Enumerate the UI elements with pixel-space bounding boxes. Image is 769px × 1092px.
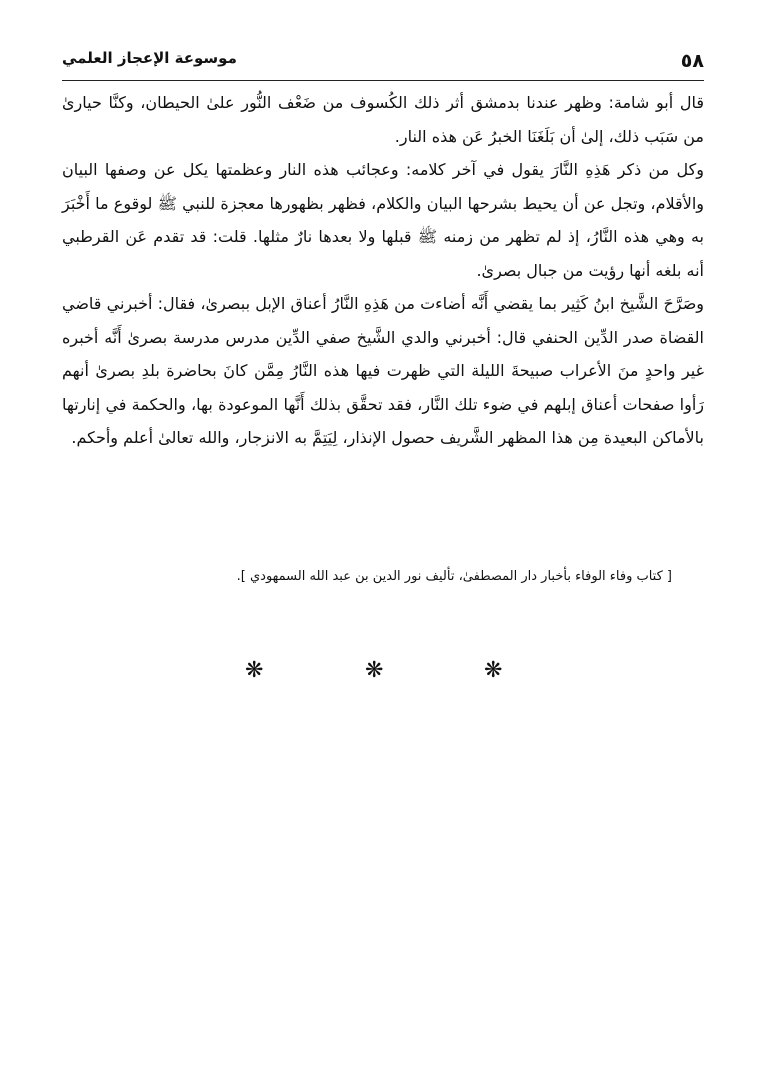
page-number: ٥٨ [680,50,704,72]
main-text [62,86,704,455]
paragraph-wonders-of-fire: وكل من ذكر هَذِهِ النَّارَ يقول في آخر كلامه: وعجائب هذه النار وعظمتها يكل عن وصفها البيان والأقلام، وتجل عن أن يحيط بشرحها البيان والكلام، فظهر بظهورها معجزة للنبي ﷺ لوقوع ما أَخْبَرَ به وهي هذه النَّارُ، إذ لم تظهر من زمنه ﷺ قبلها ولا بعدها نارٌ مثلها. قلت: قد تقدم عَن القرطبي أنه بلغه أنها رؤيت من جبال بصرىٰ. [62,160,704,280]
page-header [62,44,704,78]
ornament-asterisk: ❋ [245,658,264,683]
paragraph-abu-shama: قال أبو شامة: وظهر عندنا بدمشق أثر ذلك الكُسوف من ضَعْف النُّور علىٰ الحيطان، وكنَّا حيارىٰ من سَبَب ذلك، إلىٰ أن بَلَغَنَا الخبرُ عَن هذه النار. [62,93,704,146]
running-title: موسوعة الإعجاز العلمي [62,49,237,67]
ornament-asterisk: ❋ [484,658,503,683]
paragraph-ibn-kathir: وصَرَّحَ الشَّيخ ابنُ كَثِير بما يقضي أَنَّه أضاءت من هَذِهِ النَّارُ أعناق الإبل ببصرىٰ، فقال: أخبرني قاضي القضاة صدر الدِّين الحنفي قال: أخبرني والدي الشَّيخ صفي الدِّين مدرس مدرسة بصرىٰ أَنَّه أخبره غير واحدٍ منَ الأعراب صبيحةَ الليلة التي ظهرت فيها هذه النَّارُ مِمَّن كانَ بحاضرة بلدِ بصرىٰ أنهم رَأوا صفحات أعناق إبلهم في ضوء تلك النَّار، فقد تحقَّق بذلك أَنَّها الموعودة بها، والحكمة في إنارتها بالأماكن البعيدة مِن هذا المظهر الشَّريف حصول الإنذار، لِيَتِمَّ به الانزجار، والله تعالىٰ أعلم وأحكم. [62,294,704,447]
section-divider [0,656,769,686]
source-citation: [ كتاب وفاء الوفاء بأخبار دار المصطفىٰ، تأليف نور الدين بن عبد الله السمهودي ]. [236,569,672,584]
ornament-asterisk: ❋ [365,658,384,683]
header-rule [62,80,704,81]
